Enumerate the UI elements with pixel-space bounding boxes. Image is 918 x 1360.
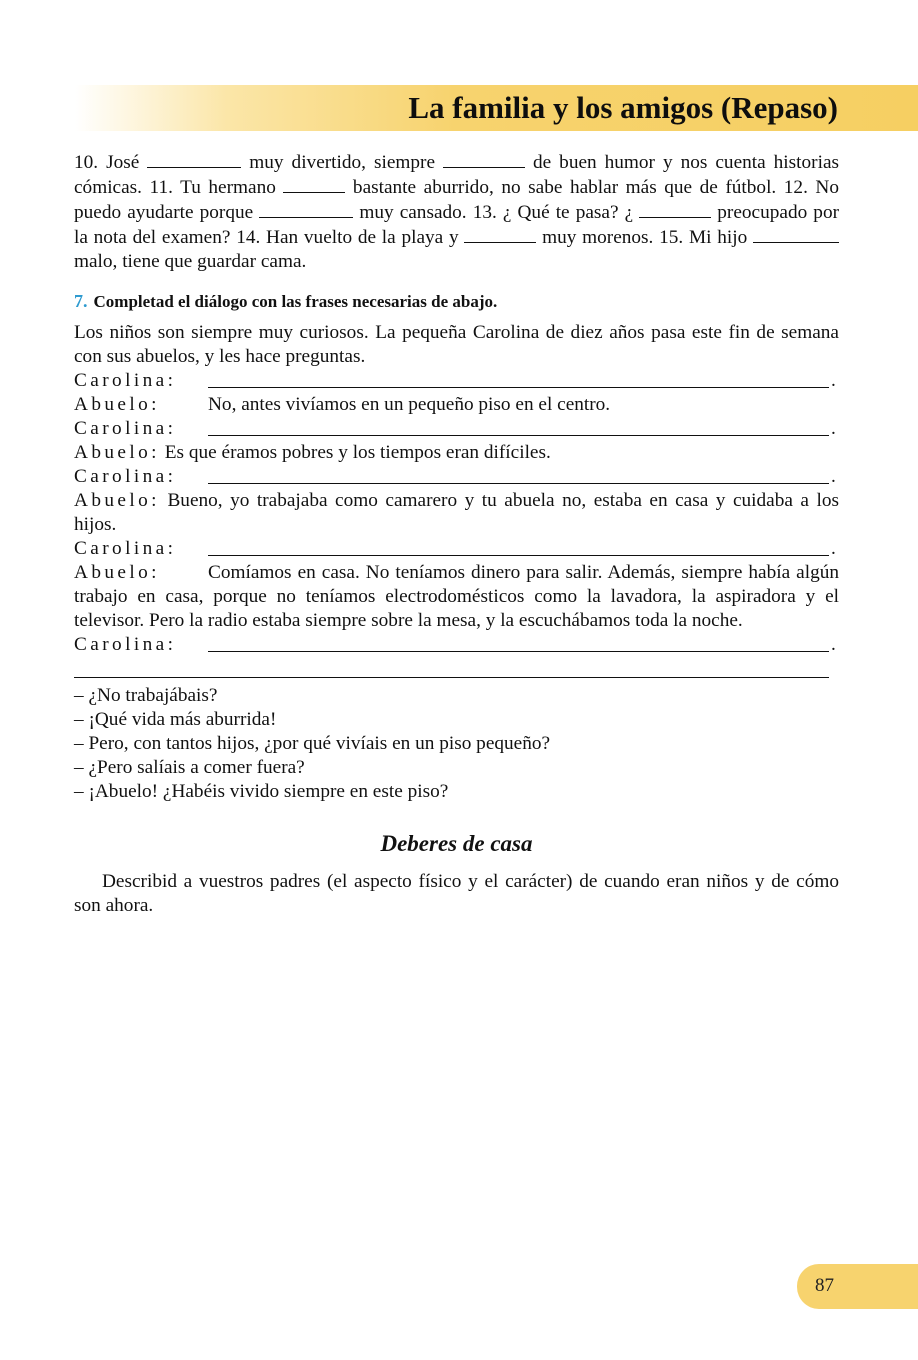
text-segment: muy divertido, siempre [241,152,443,173]
phrase-option: – ¡Abuelo! ¿Habéis vivido siempre en este piso? [74,781,449,802]
phrase-option: – ¡Qué vida más aburrida! [74,709,277,730]
dialogue-line-abuelo [74,561,839,633]
speaker-carolina: Carolina: [74,466,177,487]
dialogue-line-carolina [74,369,839,393]
dialogue-blank[interactable] [208,633,829,652]
text-segment: preocupado por la nota del examen? [74,202,840,248]
text-segment: 14. Han vuelto de la playa y [230,227,465,248]
dialogue-line-carolina [74,465,839,489]
answer-blank[interactable] [283,175,345,193]
answer-blank[interactable] [147,150,241,168]
page-content [74,150,839,918]
period: . [831,466,836,487]
exercise-intro: Los niños son siempre muy curiosos. La pequeña Carolina de diez años pasa este fin de semana con sus abuelos, y les hace preguntas. [74,322,839,367]
abuelo-reply: Comíamos en casa. No teníamos dinero para salir. Además, siempre había algún trabajo en casa, porque no teníamos electrodomésticos como la lavadora, la aspiradora y el televisor. Pero la radio estaba siempre sobre la mesa, y la escuchábamos toda la noche. [74,562,839,631]
text-segment: muy morenos. [536,227,654,248]
page-number: 87 [815,1275,834,1296]
period: . [831,634,836,655]
dialogue-line-abuelo [74,393,839,417]
homework-title: Deberes de casa [380,831,533,856]
dialogue-line-carolina [74,633,839,657]
text-segment: malo, tiene que guardar cama. [74,251,307,272]
abuelo-reply: Bueno, yo trabajaba como camarero y tu abuela no, estaba en casa y cuidaba a los hijos. [74,490,839,535]
dialogue-line-carolina [74,537,839,561]
phrase-option: – Pero, con tantos hijos, ¿por qué vivíais en un piso pequeño? [74,733,551,754]
text-segment: bastante aburrido, no sabe hablar más que de fútbol. [345,177,777,198]
answer-blank[interactable] [639,200,711,218]
dialogue-blank[interactable] [208,369,829,388]
answer-blank[interactable] [259,200,353,218]
dialogue-blank[interactable] [208,537,829,556]
period: . [831,418,836,439]
dialogue-line-abuelo [74,441,839,465]
dialogue-blank[interactable] [208,465,829,484]
text-segment: de buen humor y nos cuenta historias cómicas. [74,152,840,198]
period: . [831,370,836,391]
speaker-abuelo: Abuelo: [74,490,160,511]
speaker-abuelo: Abuelo: [74,394,160,415]
homework-text: Describid a vuestros padres (el aspecto físico y el carácter) de cuando eran niños y de cómo son ahora. [74,871,839,916]
answer-blank[interactable] [753,225,839,243]
dialogue-blank[interactable] [208,417,829,436]
review-paragraph [74,150,839,274]
exercise-heading [74,290,839,313]
exercise-number: 7. [74,291,88,311]
answer-blank[interactable] [464,225,536,243]
text-segment: 10. José [74,152,148,173]
speaker-carolina: Carolina: [74,634,177,655]
period: . [831,538,836,559]
abuelo-reply: No, antes vivíamos en un pequeño piso en el centro. [208,394,611,415]
speaker-carolina: Carolina: [74,418,177,439]
phrase-options [74,684,839,804]
text-segment: 15. Mi hijo [653,227,753,248]
dialogue-line-abuelo [74,489,839,537]
speaker-abuelo: Abuelo: [74,442,160,463]
speaker-carolina: Carolina: [74,370,177,391]
speaker-abuelo: Abuelo: [74,562,160,583]
speaker-carolina: Carolina: [74,538,177,559]
answer-blank[interactable] [443,150,525,168]
text-segment: muy cansado. [353,202,467,223]
page-title: La familia y los amigos (Repaso) [408,90,838,125]
abuelo-reply: Es que éramos pobres y los tiempos eran difíciles. [164,442,551,463]
dialogue-blank-continuation[interactable] [74,657,829,678]
dialogue-line-carolina [74,417,839,441]
exercise-instruction: Completad el diálogo con las frases necesarias de abajo. [93,292,498,311]
text-segment: 11. Tu hermano [142,177,284,198]
phrase-option: – ¿No trabajábais? [74,685,218,706]
text-segment: 12. No puedo ayudarte porque [74,177,839,223]
text-segment: 13. ¿ Qué te pasa? ¿ [466,202,640,223]
phrase-option: – ¿Pero salíais a comer fuera? [74,757,305,778]
